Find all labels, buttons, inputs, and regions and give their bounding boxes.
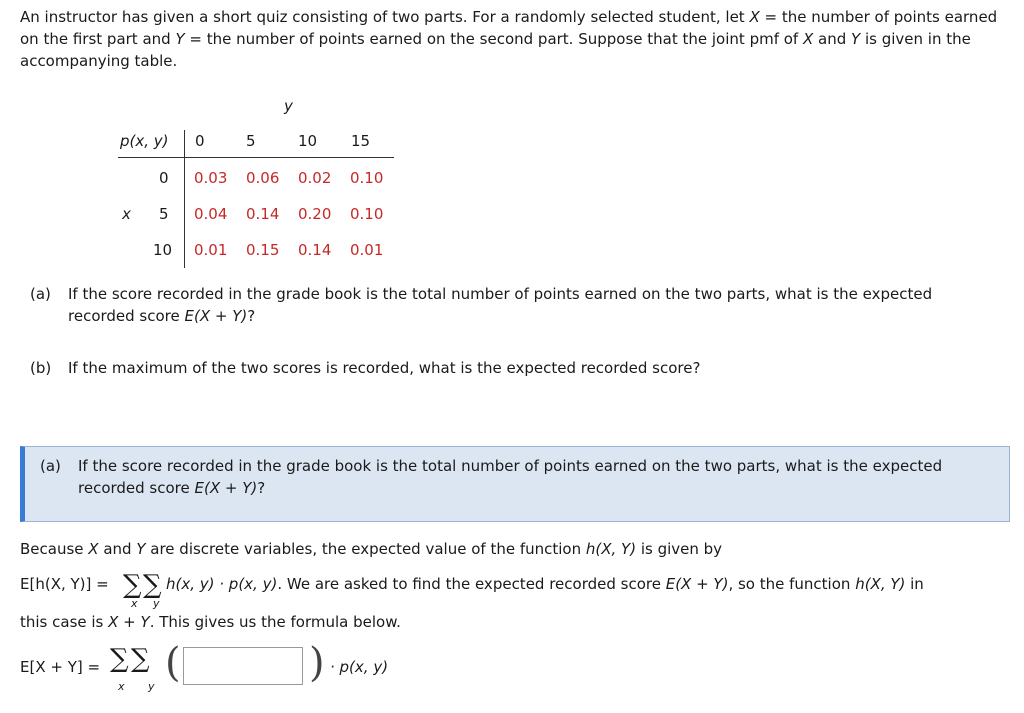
answer-input[interactable] bbox=[183, 647, 303, 685]
y-header: 10 bbox=[298, 132, 318, 150]
var-y: Y bbox=[851, 30, 861, 48]
table-cell: 0.14 bbox=[246, 205, 280, 223]
sum-index-y: y bbox=[153, 597, 160, 610]
table-cell: 0.03 bbox=[194, 169, 228, 187]
table-cell: 0.15 bbox=[246, 241, 280, 259]
joint-pmf-table bbox=[0, 0, 1024, 270]
y-axis-label: y bbox=[284, 97, 293, 115]
table-cell: 0.10 bbox=[350, 169, 384, 187]
panel-label: (a) bbox=[40, 457, 61, 475]
sum-index-y: y bbox=[148, 680, 155, 693]
table-cell: 0.14 bbox=[298, 241, 332, 259]
expr: E(X + Y) bbox=[184, 307, 248, 325]
question-b bbox=[30, 357, 990, 379]
var-x: X bbox=[802, 30, 814, 48]
table-cell: 0.04 bbox=[194, 205, 228, 223]
part-a-panel bbox=[20, 446, 1010, 522]
question-label: (a) bbox=[30, 285, 51, 303]
explanation-line-1: Because X and Y are discrete variables, the expected value of the function h(X, Y) is given by bbox=[20, 540, 723, 558]
y-header: 15 bbox=[351, 132, 371, 150]
expr: E(X + Y) bbox=[194, 479, 258, 497]
expectation-lhs: E[h(X, Y)] = bbox=[20, 575, 109, 593]
x-header: 5 bbox=[159, 205, 169, 223]
y-header: 0 bbox=[195, 132, 205, 150]
question-text: If the maximum of the two scores is recorded, what is the expected recorded score? bbox=[68, 359, 701, 377]
sum-icon: ∑ bbox=[131, 644, 150, 674]
table-cell: 0.10 bbox=[350, 205, 384, 223]
right-paren: ) bbox=[309, 640, 325, 686]
explanation-line-3: this case is X + Y. This gives us the formula below. bbox=[20, 613, 401, 631]
y-header: 5 bbox=[246, 132, 256, 150]
formula-rhs: · p(x, y) bbox=[330, 658, 389, 676]
x-header: 10 bbox=[153, 241, 173, 259]
var-y: Y bbox=[175, 30, 185, 48]
x-axis-label: x bbox=[122, 205, 131, 223]
explanation-line-2-text: h(x, y) · p(x, y). We are asked to find the expected recorded score E(X + Y), so the function h(X, Y) in bbox=[166, 575, 924, 593]
panel-question bbox=[40, 455, 1000, 499]
left-paren: ( bbox=[165, 640, 181, 686]
sum-icon: ∑ bbox=[123, 570, 142, 600]
question-label: (b) bbox=[30, 359, 52, 377]
formula-lhs: E[X + Y] = bbox=[20, 658, 101, 676]
question-text: If the score recorded in the grade book is the total number of points earned on the two parts, what is the expected recorded score E(X + Y)? bbox=[68, 285, 933, 325]
sum-icon: ∑ bbox=[143, 570, 162, 600]
corner-label: p(x, y) bbox=[120, 132, 169, 150]
x-header: 0 bbox=[159, 169, 169, 187]
var-x: X bbox=[749, 8, 760, 26]
sum-icon: ∑ bbox=[110, 644, 129, 674]
table-cell: 0.02 bbox=[298, 169, 332, 187]
table-cell: 0.01 bbox=[350, 241, 384, 259]
sum-index-x: x bbox=[118, 680, 125, 693]
intro-text: is given in the accompanying table. bbox=[20, 30, 971, 70]
intro-text: = the number of points earned on the first part and bbox=[20, 8, 998, 48]
intro-text: and bbox=[813, 30, 852, 48]
table-vertical-divider bbox=[184, 130, 185, 268]
table-cell: 0.20 bbox=[298, 205, 332, 223]
panel-text: If the score recorded in the grade book is the total number of points earned on the two parts, what is the expected recorded score E(X + Y)? bbox=[78, 457, 943, 497]
table-cell: 0.06 bbox=[246, 169, 280, 187]
intro-text: = the number of points earned on the second part. Suppose that the joint pmf of bbox=[184, 30, 803, 48]
intro-text: An instructor has given a short quiz consisting of two parts. For a randomly selected student, let bbox=[20, 8, 750, 26]
explanation-line-2 bbox=[20, 570, 1010, 613]
sum-index-x: x bbox=[131, 597, 138, 610]
table-horizontal-divider bbox=[118, 157, 394, 158]
table-cell: 0.01 bbox=[194, 241, 228, 259]
question-a bbox=[30, 283, 990, 327]
